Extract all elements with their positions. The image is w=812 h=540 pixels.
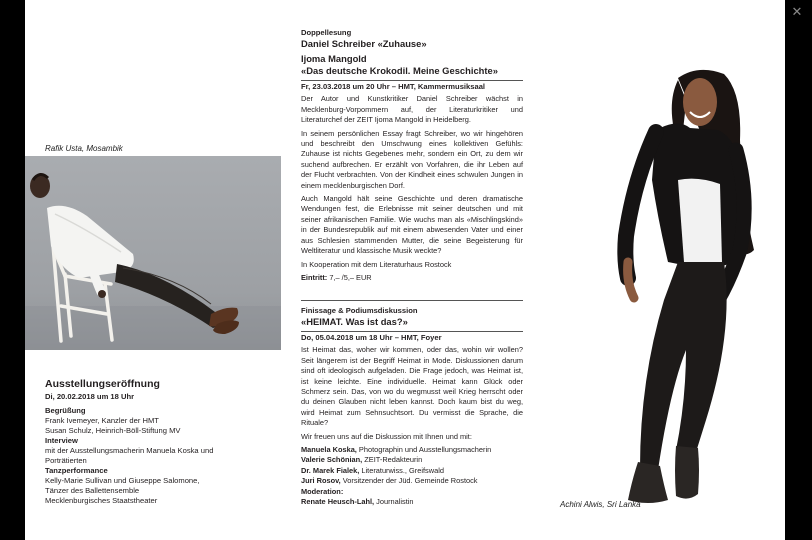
event1-body: [301, 82, 523, 286]
guest-role: Literaturwiss., Greifswald: [359, 465, 444, 475]
photo-man-on-chair: [25, 156, 281, 350]
event-finissage: [301, 306, 523, 328]
guest-line: [301, 476, 523, 486]
event1-paragraph: In seinem persönlichen Essay fragt Schreiber, wo wir hingehören und beschreibt den Umschwung eines kollektiven Gefühls: Zuhause ist nichts Gegebenes mehr, sondern ein Ort, zu dem wir suchend aufbrechen. Er erzählt von Vorfahren, die ihr Leben auf der Flucht verbrachten. Von der Kindheit eines schwulen Jungen in einem mecklenburgischen Dorf.: [301, 128, 523, 190]
event2-body: [301, 333, 523, 508]
dance-line: Tänzer des Ballettensemble: [45, 486, 140, 495]
event1-paragraph: Der Autor und Kunstkritiker Daniel Schreiber wächst in Mecklenburg-Vorpommern auf, der Literaturkritiker und Literaturchef der ZEIT Ijoma Mangold in Heidelberg.: [301, 94, 523, 125]
interview-heading: Interview: [45, 436, 78, 445]
moderator-role: Journalistin: [374, 497, 414, 507]
divider: [301, 331, 523, 332]
divider: [301, 80, 523, 81]
event1-paragraph: Auch Mangold hält seine Geschichte und deren dramatische Wendungen fest, die Erlebnisse mit seiner deutschen und mit seiner afrikanischen Familie. Wie wuchs man als «Mischlingskind» in der Bundesrepublik auf mit einem abwesenden Vater und einer aus Schlesien stammenden Mutter, die seine Begeisterung für Weltliteratur und klassische Musik weckte?: [301, 194, 523, 256]
event2-kicker: Finissage & Podiumsdiskussion: [301, 306, 418, 315]
greeting-line: Frank Ivemeyer, Kanzler der HMT: [45, 416, 159, 425]
greeting-line: Susan Schulz, Heinrich-Böll-Stiftung MV: [45, 426, 181, 435]
exhibition-opening-title: Ausstellungseröffnung: [45, 378, 160, 390]
divider: [301, 300, 523, 301]
guest-name: Juri Rosov,: [301, 476, 341, 486]
photo-caption-left: Rafik Usta, Mosambik: [45, 144, 123, 153]
event1-admission: [301, 273, 523, 283]
greeting-heading: Begrüßung: [45, 406, 86, 415]
moderation-label: Moderation:: [301, 486, 344, 496]
man-on-chair-illustration: [25, 156, 281, 350]
admission-value: 7,– /5,– EUR: [327, 272, 372, 282]
photo-caption-right: Achini Alwis, Sri Lanka: [560, 500, 641, 509]
guest-name: Dr. Marek Fialek,: [301, 465, 360, 475]
guest-line: [301, 445, 523, 455]
event2-date: Do, 05.04.2018 um 18 Uhr – HMT, Foyer: [301, 333, 442, 342]
event1-title3: «Das deutsche Krokodil. Meine Geschichte»: [301, 65, 498, 77]
guest-line: [301, 455, 523, 465]
interview-line: mit der Ausstellungsmacherin Manuela Koska und: [45, 446, 214, 455]
interview-line: Porträtierten: [45, 456, 87, 465]
exhibition-opening-details: [45, 392, 280, 506]
guest-role: ZEIT-Redakteurin: [362, 455, 423, 465]
close-icon[interactable]: ✕: [791, 4, 803, 19]
guest-line: [301, 466, 523, 476]
event1-title1: Daniel Schreiber «Zuhause»: [301, 38, 427, 50]
event1-kicker: Doppellesung: [301, 28, 352, 37]
guest-role: Vorsitzender der Jüd. Gemeinde Rostock: [340, 476, 478, 486]
guest-role: Photographin und Ausstellungsmacherin: [356, 445, 492, 455]
moderator-name: Renate Heusch-Lahl,: [301, 497, 375, 507]
dance-heading: Tanzperformance: [45, 466, 108, 475]
photo-woman-standing: [528, 0, 785, 540]
dance-line: Mecklenburgisches Staatstheater: [45, 496, 158, 505]
event2-paragraph: Ist Heimat das, woher wir kommen, oder das, wohin wir wollen? Seit längerem ist der Begriff Heimat in Mode. Diskussionen darum sind oft ideologisch aufgeladen. Die Frage jedoch, was Heimat ist, ist keine leichte. Eine individuelle. Heimat kann Glück oder Schmerz sein. Das, von wo du wegmusst weil Krieg herrscht oder du deinen Glauben nicht leben kannst. Doch kaum bist du weg, wird Heimat zum Sehnsuchtsort. Du vermisst die Sprache, die Rituale?: [301, 345, 523, 428]
event1-date: Fr, 23.03.2018 um 20 Uhr – HMT, Kammermusiksaal: [301, 82, 486, 91]
guest-name: Valerie Schönian,: [301, 455, 363, 465]
dance-line: Kelly-Marie Sullivan und Giuseppe Salomone,: [45, 476, 200, 485]
moderator-line: [301, 497, 523, 507]
guest-name: Manuela Koska,: [301, 445, 357, 455]
admission-label: Eintritt:: [301, 272, 328, 282]
event1-title2: Ijoma Mangold: [301, 53, 367, 65]
event2-title: «HEIMAT. Was ist das?»: [301, 316, 408, 328]
exhibition-opening-date: Di, 20.02.2018 um 18 Uhr: [45, 392, 135, 401]
left-page: [25, 0, 284, 540]
middle-page: [284, 0, 528, 540]
event2-invitation: Wir freuen uns auf die Diskussion mit Ihnen und mit:: [301, 431, 472, 441]
event-double-reading: [301, 28, 523, 77]
event1-cooperation: In Kooperation mit dem Literaturhaus Rostock: [301, 259, 452, 269]
right-page: [528, 0, 785, 540]
